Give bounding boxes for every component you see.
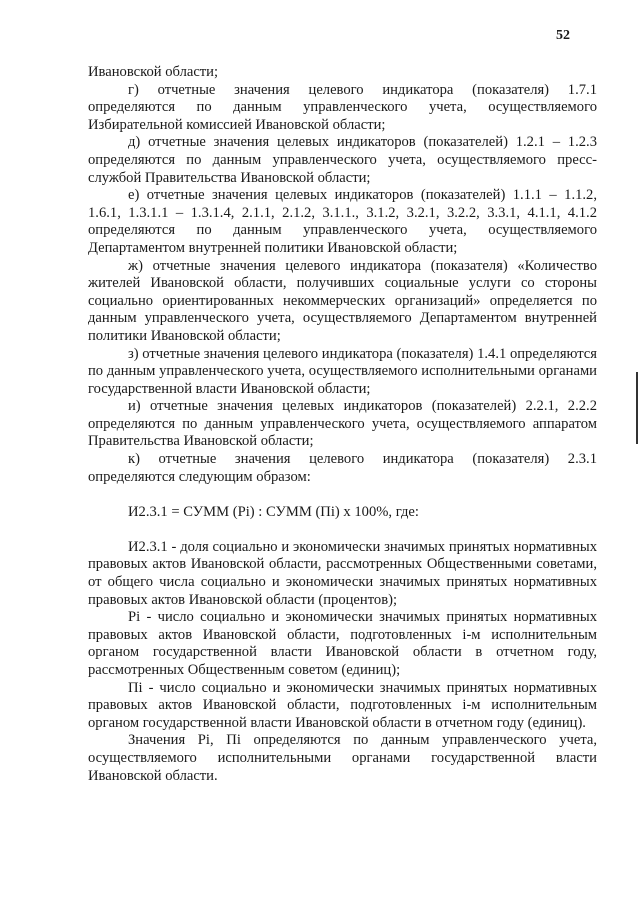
paragraph-item-k: к) отчетные значения целевого индикатора (показателя) 2.3.1 определяются следующим образом: (88, 451, 597, 485)
paragraph-values-source: Значения Pi, Пi определяются по данным управленческого учета, осуществляемого исполнительными органами государственной власти Ивановской области. (88, 732, 597, 784)
formula: И2.3.1 = СУММ (Pi) : СУММ (Пi) х 100%, где: (128, 504, 419, 521)
paragraph-item-zh: ж) отчетные значения целевого индикатора (показателя) «Количество жителей Ивановской области, получивших социальные услуги со стороны социально ориентированных некоммерческих организаций» определяется по данным управленческого учета, осуществляемого Департаментом внутренней политики Ивановской области; (88, 257, 597, 344)
paragraph-item-e: е) отчетные значения целевых индикаторов (показателей) 1.1.1 – 1.1.2, 1.6.1, 1.3.1.1 – 1.3.1.4, 2.1.1, 2.1.2, 3.1.1., 3.1.2, 3.2.1, 3.2.2, 3.3.1, 4.1.1, 4.1.2 определяются по данным управленческого учета, осуществляемого Департаментом внутренней политики Ивановской области; (88, 187, 597, 256)
scan-edge-mark (636, 372, 638, 444)
definition-pi: Pi - число социально и экономически значимых принятых нормативных правовых актов Ивановской области, подготовленных i-м исполнительным органом государственной власти Ивановской области в отчетном году, рассмотренных Общественным советом (единиц); (88, 609, 597, 678)
definition-pi-total: Пi - число социально и экономически значимых принятых нормативных правовых актов Ивановской области, подготовленных i-м исполнительным органом государственной власти Ивановской области в отчетном году (единиц). (88, 679, 597, 731)
paragraph-item-z: з) отчетные значения целевого индикатора (показателя) 1.4.1 определяются по данным управленческого учета, осуществляемого исполнительными органами государственной власти Ивановской области; (88, 345, 597, 397)
paragraph-item-i: и) отчетные значения целевых индикаторов (показателей) 2.2.1, 2.2.2 определяются по данным управленческого учета, осуществляемого аппаратом Правительства Ивановской области; (88, 398, 597, 450)
paragraph-item-d: д) отчетные значения целевых индикаторов (показателей) 1.2.1 – 1.2.3 определяются по данным управленческого учета, осуществляемого пресс-службой Правительства Ивановской области; (88, 134, 597, 186)
document-body (88, 64, 597, 785)
paragraph-continuation: Ивановской области; (88, 64, 219, 80)
definition-indicator: И2.3.1 - доля социально и экономически значимых принятых нормативных правовых актов Ивановской области, рассмотренных Общественными советами, от общего числа социально и экономически значимых принятых нормативных правовых актов Ивановской области (процентов); (88, 538, 597, 608)
paragraph-item-g: г) отчетные значения целевого индикатора (показателя) 1.7.1 определяются по данным управленческого учета, осуществляемого Избирательной комиссией Ивановской области; (88, 81, 597, 133)
page-number: 52 (556, 28, 570, 43)
